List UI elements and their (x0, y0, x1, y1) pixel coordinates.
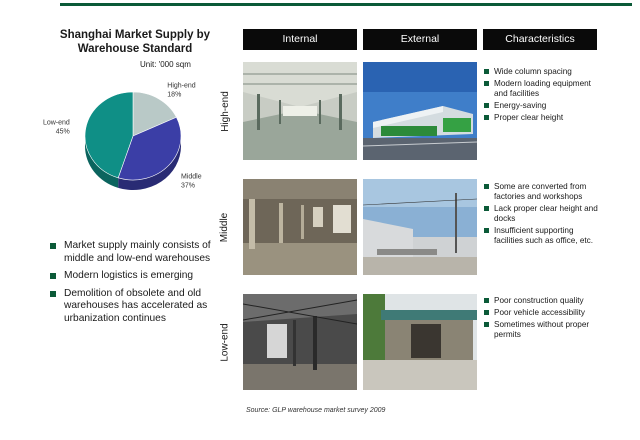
row-label-middle: Middle (219, 212, 231, 242)
pie-label-percent: 45% (55, 128, 70, 136)
photo-high-end-external (363, 62, 477, 160)
bullet-square-icon (484, 115, 489, 120)
characteristic-item: Poor vehicle accessibility (484, 308, 604, 318)
characteristic-item: Poor construction quality (484, 296, 604, 306)
bullet-square-icon (484, 298, 489, 303)
bullet-square-icon (484, 103, 489, 108)
characteristic-item: Modern loading equipment and facilities (484, 79, 604, 99)
header-external: External (363, 29, 477, 50)
market-bullet: Demolition of obsolete and old warehouses has accelerated as urbanization continues (50, 288, 225, 326)
bullet-square-icon (484, 206, 489, 211)
photo-middle-internal (243, 179, 357, 275)
characteristic-item: Wide column spacing (484, 67, 604, 77)
row-label-low-end: Low-end (219, 322, 231, 362)
bullet-square-icon (50, 243, 56, 249)
photo-high-end-internal (243, 62, 357, 160)
pie-chart (42, 78, 218, 208)
characteristics-middle (484, 182, 604, 248)
bullet-square-icon (484, 228, 489, 233)
characteristics-high-end (484, 67, 604, 125)
pie-label-name: Low-end (42, 119, 70, 127)
characteristic-item: Energy-saving (484, 101, 604, 111)
characteristic-item: Sometimes without proper permits (484, 320, 604, 340)
top-rule (60, 3, 632, 6)
chart-title: Shanghai Market Supply by Warehouse Standard (59, 29, 211, 55)
bullet-square-icon (484, 322, 489, 327)
source-note: Source: GLP warehouse market survey 2009 (246, 407, 386, 414)
characteristic-item: Some are converted from factories and workshops (484, 182, 604, 202)
photo-low-end-external (363, 294, 477, 390)
pie-label-name: Middle (181, 173, 202, 181)
characteristic-item: Proper clear height (484, 113, 604, 123)
bullet-square-icon (50, 291, 56, 297)
chart-unit: Unit: '000 sqm (140, 60, 191, 69)
row-label-high-end: High-end (219, 90, 231, 132)
bullet-square-icon (50, 273, 56, 279)
market-bullets (50, 240, 225, 330)
characteristic-item: Lack proper clear height and docks (484, 204, 604, 224)
pie-label-name: High-end (167, 82, 196, 90)
characteristics-low-end (484, 296, 604, 342)
photo-middle-external (363, 179, 477, 275)
market-bullet: Modern logistics is emerging (50, 270, 225, 283)
bullet-square-icon (484, 184, 489, 189)
pie-label-percent: 37% (181, 182, 196, 190)
market-bullet: Market supply mainly consists of middle and low-end warehouses (50, 240, 225, 265)
bullet-square-icon (484, 69, 489, 74)
pie-label-percent: 18% (167, 91, 182, 99)
header-internal: Internal (243, 29, 357, 50)
header-characteristics: Characteristics (483, 29, 597, 50)
photo-low-end-internal (243, 294, 357, 390)
bullet-square-icon (484, 81, 489, 86)
characteristic-item: Insufficient supporting facilities such as office, etc. (484, 226, 604, 246)
bullet-square-icon (484, 310, 489, 315)
